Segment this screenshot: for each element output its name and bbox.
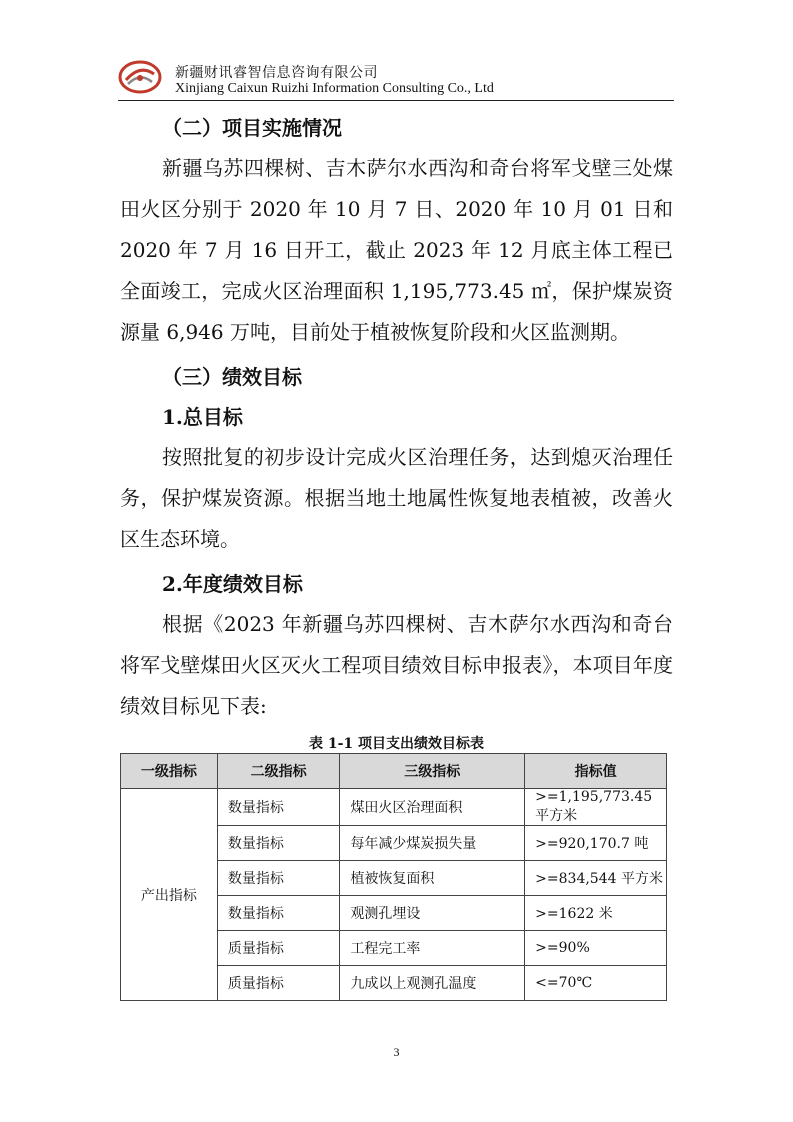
first-level-indicator: 产出指标 bbox=[121, 789, 218, 1001]
third-level-cell: 工程完工率 bbox=[340, 931, 525, 966]
table-header-row bbox=[121, 754, 667, 789]
table-header-cell: 三级指标 bbox=[340, 754, 525, 789]
indicator-value-cell: >=920,170.7 吨 bbox=[525, 826, 667, 861]
page-header bbox=[118, 52, 674, 102]
third-level-cell: 九成以上观测孔温度 bbox=[340, 966, 525, 1001]
company-name-cn: 新疆财讯睿智信息咨询有限公司 bbox=[175, 65, 378, 81]
implementation-heading: （二）项目实施情况 bbox=[162, 116, 342, 140]
indicator-value-cell: >=834,544 平方米 bbox=[525, 861, 667, 896]
third-level-cell: 每年减少煤炭损失量 bbox=[340, 826, 525, 861]
annual-goal-paragraph: 根据《2023 年新疆乌苏四棵树、吉木萨尔水西沟和奇台将军戈壁煤田火区灭火工程项目绩效目标申报表》，本项目年度绩效目标见下表: bbox=[120, 612, 673, 718]
company-logo-icon bbox=[118, 60, 162, 94]
second-level-cell: 数量指标 bbox=[217, 826, 340, 861]
implementation-paragraph: 新疆乌苏四棵树、吉木萨尔水西沟和奇台将军戈壁三处煤田火区分别于 2020 年 10 月 7 日、2020 年 10 月 01 日和 2020 年 7 月 16 日开工，截止 2023 年 12 月底主体工程已全面竣工，完成火区治理面积 1,195,773.45 ㎡，保护煤炭资源量 6,946 万吨，目前处于植被恢复阶段和火区监测期。 bbox=[120, 156, 673, 344]
second-level-cell: 数量指标 bbox=[217, 861, 340, 896]
indicator-value-cell: >=1,195,773.45 平方米 bbox=[525, 789, 667, 826]
second-level-cell: 数量指标 bbox=[217, 896, 340, 931]
performance-table bbox=[120, 753, 667, 1001]
table-caption: 表 1-1 项目支出绩效目标表 bbox=[308, 736, 485, 752]
page-number: 3 bbox=[393, 1045, 400, 1059]
table-header-cell: 二级指标 bbox=[217, 754, 340, 789]
indicator-value-cell: >=1622 米 bbox=[525, 896, 667, 931]
second-level-cell: 数量指标 bbox=[217, 789, 340, 826]
company-name-en: Xinjiang Caixun Ruizhi Information Consulting Co., Ltd bbox=[175, 81, 494, 96]
third-level-cell: 观测孔埋设 bbox=[340, 896, 525, 931]
indicator-value-cell: <=70℃ bbox=[525, 966, 667, 1001]
table-row bbox=[121, 789, 667, 826]
performance-heading: （三）绩效目标 bbox=[162, 365, 302, 389]
header-divider bbox=[118, 100, 674, 101]
table-header-cell: 一级指标 bbox=[121, 754, 218, 789]
indicator-value-cell: >=90% bbox=[525, 931, 667, 966]
table-header-cell: 指标值 bbox=[525, 754, 667, 789]
third-level-cell: 煤田火区治理面积 bbox=[340, 789, 525, 826]
third-level-cell: 植被恢复面积 bbox=[340, 861, 525, 896]
overall-goal-paragraph: 按照批复的初步设计完成火区治理任务，达到熄灭治理任务，保护煤炭资源。根据当地土地属性恢复地表植被，改善火区生态环境。 bbox=[120, 445, 673, 551]
overall-goal-heading: 1.总目标 bbox=[162, 405, 243, 429]
second-level-cell: 质量指标 bbox=[217, 966, 340, 1001]
document-body bbox=[120, 108, 673, 727]
annual-goal-heading: 2.年度绩效目标 bbox=[162, 572, 303, 596]
second-level-cell: 质量指标 bbox=[217, 931, 340, 966]
